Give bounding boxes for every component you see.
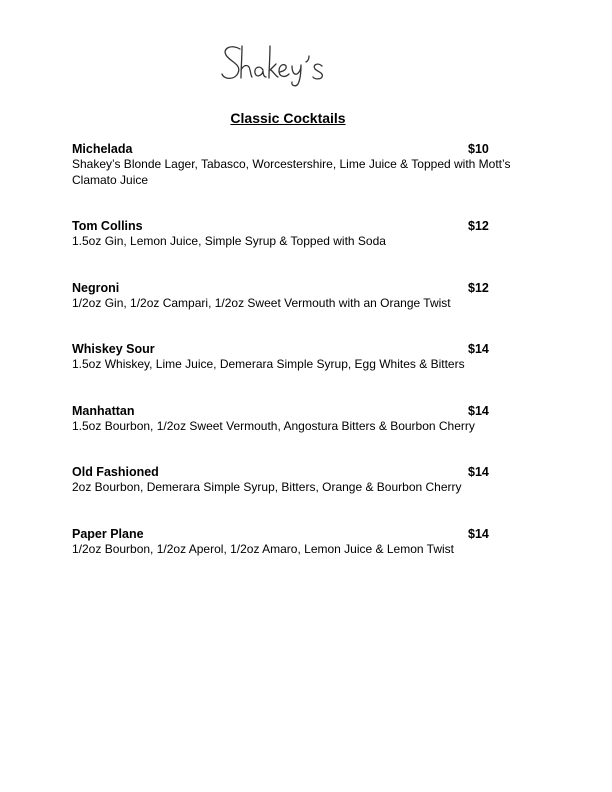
item-description: Shakey’s Blonde Lager, Tabasco, Worcestershire, Lime Juice & Topped with Mott’s Clamato Juice (72, 157, 511, 187)
menu-item-old-fashioned (72, 464, 532, 526)
item-description: 1.5oz Whiskey, Lime Juice, Demerara Simple Syrup, Egg Whites & Bitters (72, 357, 465, 371)
item-description: 1.5oz Bourbon, 1/2oz Sweet Vermouth, Angostura Bitters & Bourbon Cherry (72, 418, 475, 433)
menu-item-michelada (72, 141, 532, 218)
menu-item-paper-plane (72, 526, 532, 588)
item-price: $12 (468, 280, 489, 295)
item-name: Tom Collins (72, 219, 143, 233)
item-price: $12 (468, 219, 489, 233)
item-name: Michelada (72, 142, 133, 156)
item-description: 1.5oz Gin, Lemon Juice, Simple Syrup & Topped with Soda (72, 234, 386, 248)
item-price: $10 (468, 142, 489, 156)
item-name: Old Fashioned (72, 465, 159, 479)
shakeys-logo (218, 40, 338, 88)
menu-item-manhattan (72, 403, 532, 465)
item-name: Manhattan (72, 403, 135, 418)
item-description: 1/2oz Bourbon, 1/2oz Aperol, 1/2oz Amaro, Lemon Juice & Lemon Twist (72, 541, 455, 556)
item-price: $14 (468, 465, 489, 479)
cocktail-list (72, 141, 532, 587)
item-description: 2oz Bourbon, Demerara Simple Syrup, Bitters, Orange & Bourbon Cherry (72, 480, 462, 494)
item-description: 1/2oz Gin, 1/2oz Campari, 1/2oz Sweet Vermouth with an Orange Twist (72, 295, 451, 310)
menu-item-negroni (72, 280, 532, 342)
item-name: Paper Plane (72, 526, 144, 541)
item-price: $14 (468, 403, 489, 418)
item-name: Negroni (72, 280, 120, 295)
item-price: $14 (468, 526, 489, 541)
menu-item-tom-collins (72, 218, 532, 280)
menu-item-whiskey-sour (72, 341, 532, 403)
menu-title: Classic Cocktails (230, 110, 346, 126)
item-price: $14 (468, 342, 489, 356)
item-name: Whiskey Sour (72, 342, 155, 356)
